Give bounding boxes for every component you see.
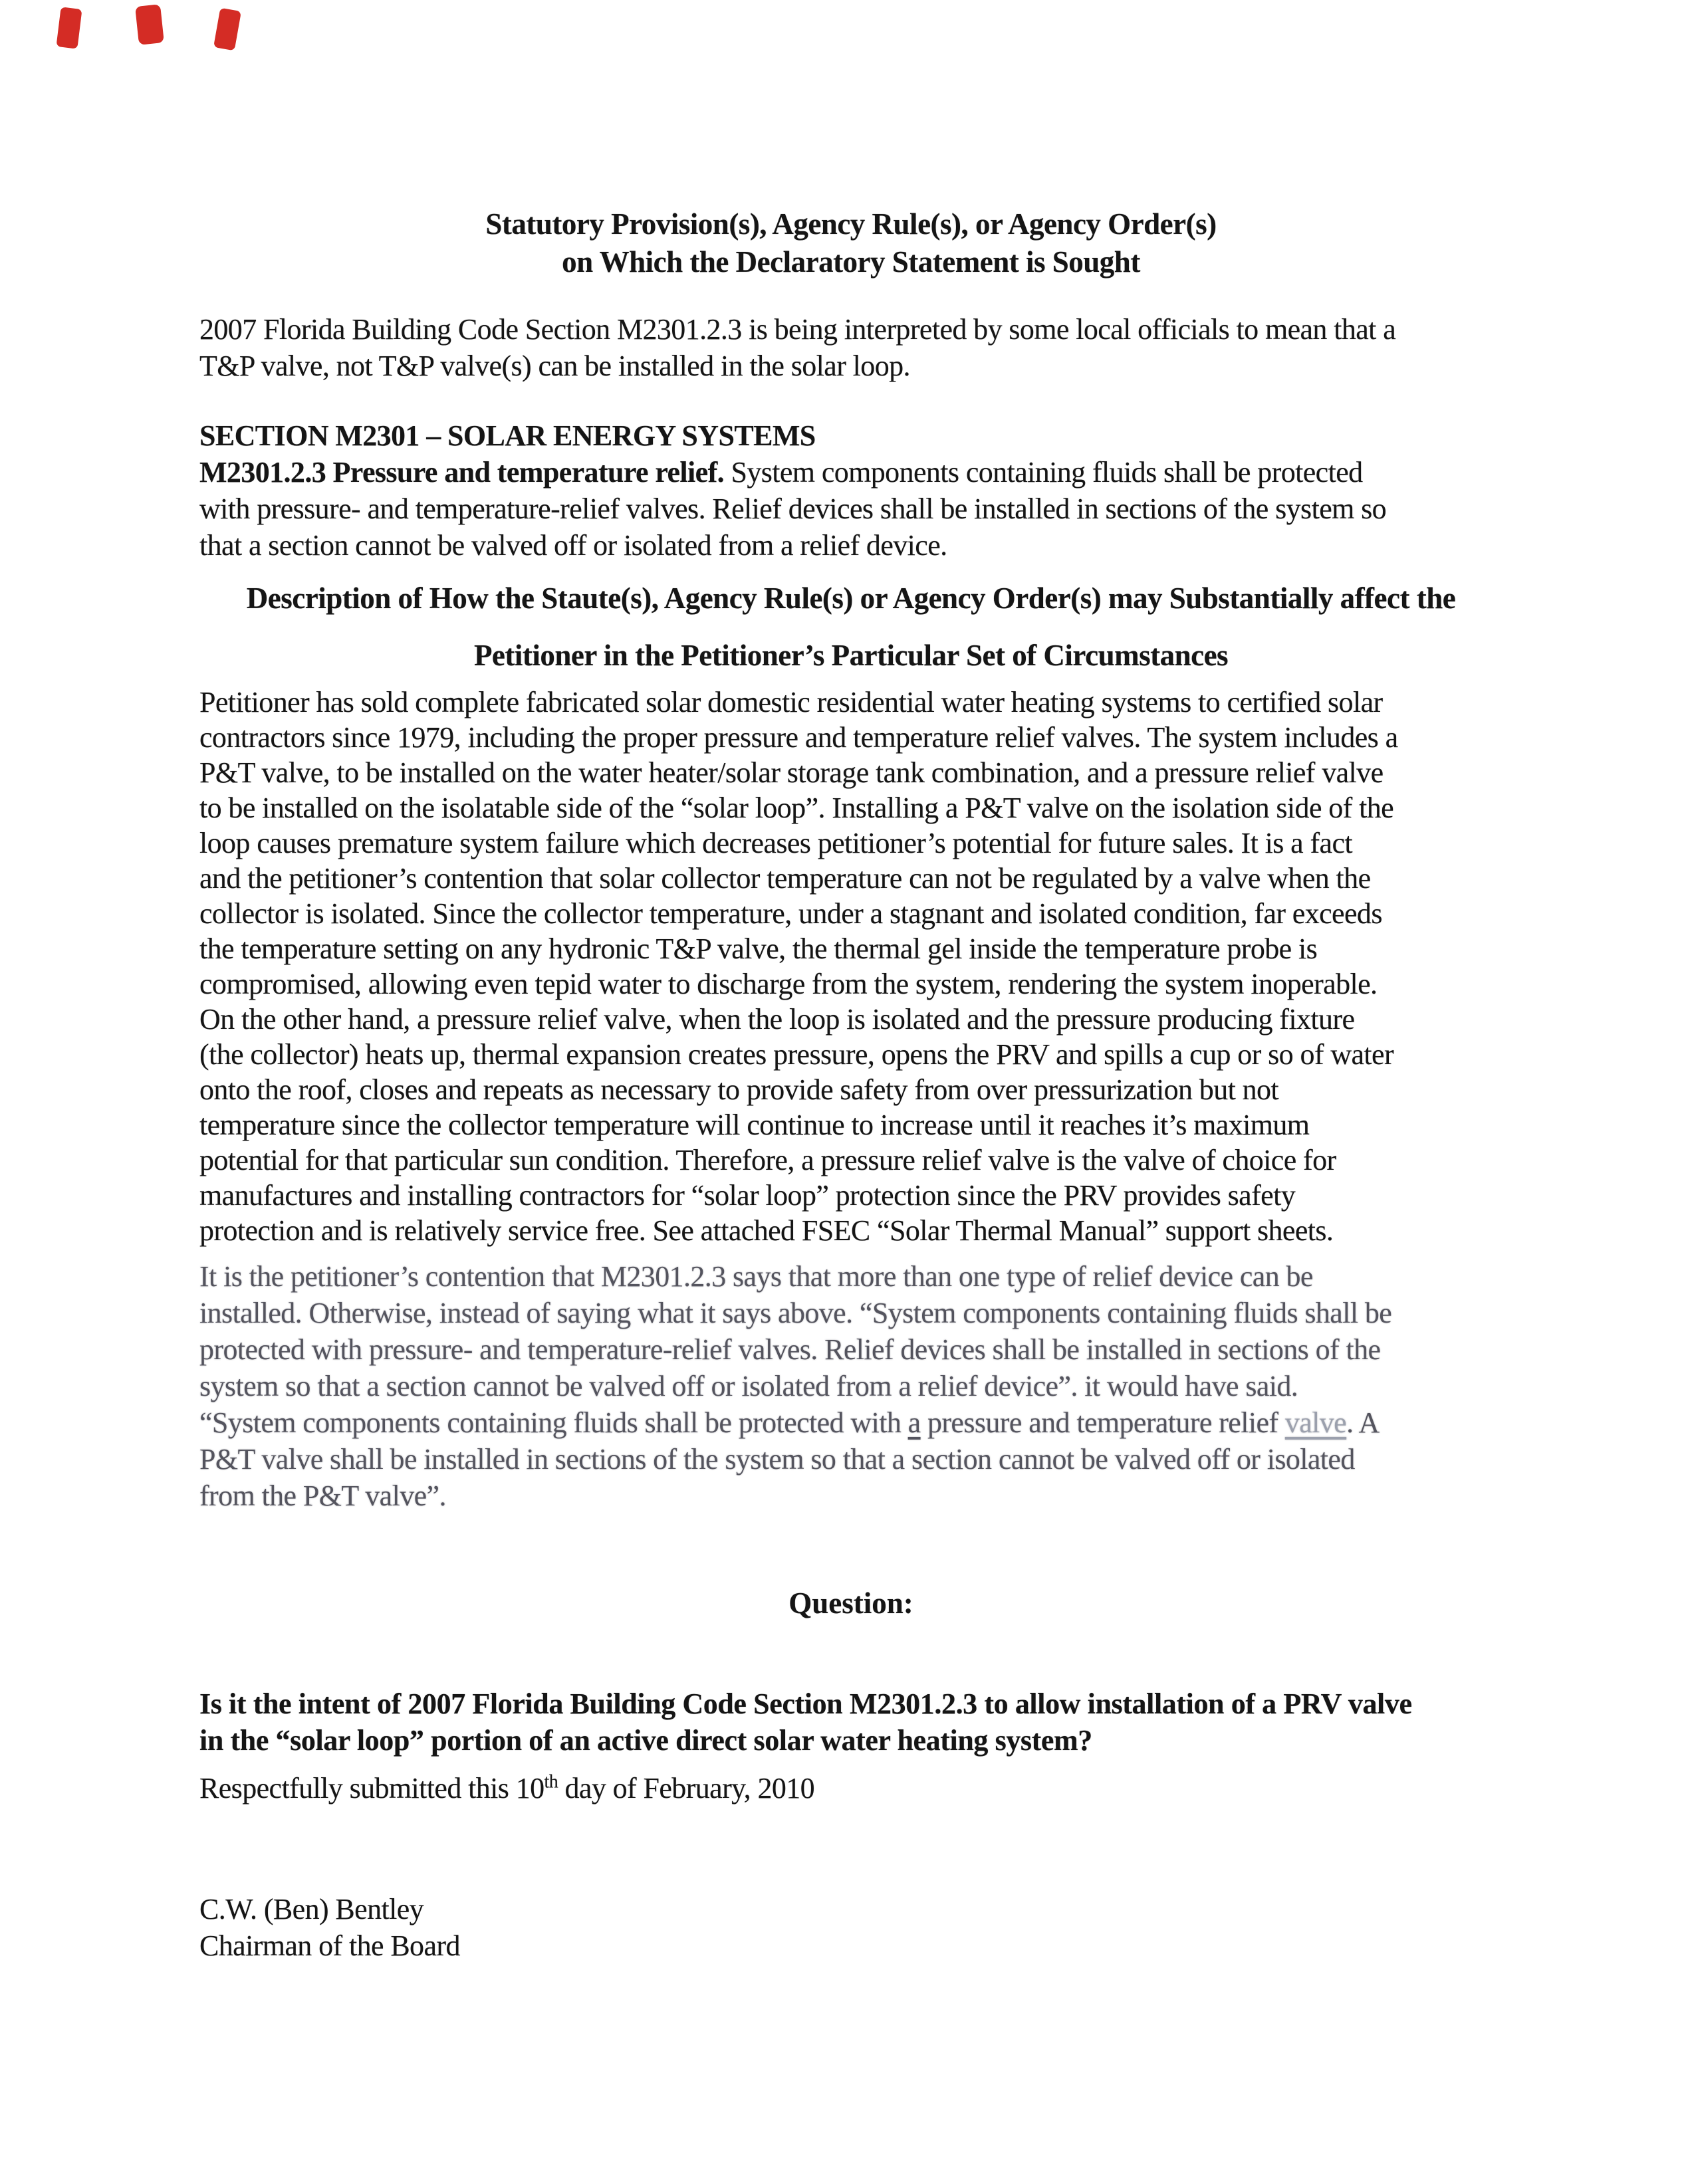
petitioner-paragraph-line: and the petitioner’s contention that solar collector temperature can not be regulated by a valve when the: [199, 862, 1371, 895]
code-section-block: [199, 417, 1503, 564]
red-ink-mark: [135, 4, 164, 45]
description-heading-line-1: Description of How the Staute(s), Agency Rule(s) or Agency Order(s) may Substantially affect the: [246, 582, 1456, 615]
submission-text: Respectfully submitted this 10: [199, 1772, 544, 1804]
description-heading-line-2: Petitioner in the Petitioner’s Particular Set of Circumstances: [473, 639, 1229, 672]
document-content: [199, 0, 1503, 1964]
code-paragraph-lead-rest: System components containing fluids shall be protected: [724, 456, 1363, 489]
petitioner-paragraph-line: the temperature setting on any hydronic T&P valve, the thermal gel inside the temperature probe is: [199, 932, 1318, 965]
section-heading: SECTION M2301 – SOLAR ENERGY SYSTEMS: [199, 419, 816, 452]
title-line-2: on Which the Declaratory Statement is Sought: [562, 245, 1140, 278]
petitioner-paragraph-line: to be installed on the isolatable side of the “solar loop”. Installing a P&T valve on the isolation side of the: [199, 792, 1394, 824]
ordinal-superscript: th: [544, 1771, 558, 1793]
petitioner-paragraph-line: protection and is relatively service free. See attached FSEC “Solar Thermal Manual” support sheets.: [199, 1214, 1334, 1247]
petitioner-paragraph-line: onto the roof, closes and repeats as necessary to provide safety from over pressurization but not: [199, 1073, 1279, 1106]
intro-line: T&P valve, not T&P valve(s) can be installed in the solar loop.: [199, 350, 910, 382]
petitioner-paragraph-line: P&T valve, to be installed on the water heater/solar storage tank combination, and a pressure relief valve: [199, 756, 1384, 789]
contention-text: “System components containing fluids shall be protected with: [199, 1406, 908, 1439]
contention-paragraph-line: It is the petitioner’s contention that M2301.2.3 says that more than one type of relief device can be: [199, 1260, 1313, 1293]
petitioner-paragraph-line: Petitioner has sold complete fabricated solar domestic residential water heating systems to certified solar: [199, 686, 1383, 718]
code-paragraph-line: that a section cannot be valved off or isolated from a relief device.: [199, 529, 947, 562]
petitioner-paragraph-line: temperature since the collector temperature will continue to increase until it reaches it’s maximum: [199, 1109, 1310, 1141]
question-heading: Question:: [788, 1586, 913, 1620]
contention-paragraph-line: [199, 1404, 1503, 1441]
petitioner-paragraph: [199, 685, 1503, 1248]
signature-block: [199, 1891, 1503, 1964]
contention-paragraph-line: P&T valve shall be installed in sections of the system so that a section cannot be valved off or isolated: [199, 1443, 1355, 1475]
intro-paragraph: [199, 311, 1503, 384]
petitioner-paragraph-line: loop causes premature system failure which decreases petitioner’s potential for future sales. It is a fact: [199, 827, 1353, 859]
petitioner-paragraph-line: On the other hand, a pressure relief valve, when the loop is isolated and the pressure producing fixture: [199, 1003, 1355, 1036]
description-heading: [199, 580, 1503, 674]
red-ink-mark: [56, 7, 82, 49]
code-paragraph-line: [199, 454, 1503, 491]
code-paragraph-line: with pressure- and temperature-relief valves. Relief devices shall be installed in sections of the system so: [199, 492, 1387, 525]
submission-line: [199, 1770, 1503, 1806]
intro-line: 2007 Florida Building Code Section M2301.2.3 is being interpreted by some local officials to mean that a: [199, 313, 1396, 346]
contention-text: pressure and temperature relief: [920, 1406, 1285, 1439]
code-paragraph-bold-lead: M2301.2.3 Pressure and temperature relief.: [199, 456, 725, 489]
contention-paragraph-line: from the P&T valve”.: [199, 1479, 446, 1512]
question-paragraph: [199, 1686, 1503, 1759]
petitioner-paragraph-line: compromised, allowing even tepid water to discharge from the system, rendering the system inoperable.: [199, 968, 1378, 1000]
signatory-name: C.W. (Ben) Bentley: [199, 1893, 424, 1925]
contention-paragraph-line: protected with pressure- and temperature-relief valves. Relief devices shall be installed in sections of the: [199, 1333, 1381, 1366]
contention-paragraph-line: installed. Otherwise, instead of saying what it says above. “System components containing fluids shall be: [199, 1297, 1392, 1329]
petitioner-paragraph-line: potential for that particular sun condition. Therefore, a pressure relief valve is the valve of choice for: [199, 1144, 1336, 1176]
submission-text: day of February, 2010: [558, 1772, 815, 1804]
signatory-title: Chairman of the Board: [199, 1929, 460, 1962]
title-line-1: Statutory Provision(s), Agency Rule(s), or Agency Order(s): [485, 207, 1217, 241]
petitioner-paragraph-line: manufactures and installing contractors for “solar loop” protection since the PRV provides safety: [199, 1179, 1296, 1212]
contention-text: . A: [1346, 1406, 1380, 1439]
petitioner-paragraph-line: contractors since 1979, including the proper pressure and temperature relief valves. The system includes a: [199, 721, 1398, 754]
underlined-word-valve: valve: [1284, 1406, 1347, 1439]
contention-paragraph-line: system so that a section cannot be valved off or isolated from a relief device”. it would have said.: [199, 1370, 1298, 1402]
contention-paragraph: [199, 1258, 1503, 1514]
petitioner-paragraph-line: collector is isolated. Since the collector temperature, under a stagnant and isolated condition, far exceeds: [199, 897, 1382, 930]
underlined-word-a: a: [907, 1406, 921, 1439]
petitioner-paragraph-line: (the collector) heats up, thermal expansion creates pressure, opens the PRV and spills a cup or so of water: [199, 1038, 1394, 1071]
question-paragraph-line: in the “solar loop” portion of an active direct solar water heating system?: [199, 1724, 1092, 1757]
question-paragraph-line: Is it the intent of 2007 Florida Building Code Section M2301.2.3 to allow installation of a PRV valve: [199, 1688, 1412, 1720]
document-title: [199, 205, 1503, 281]
